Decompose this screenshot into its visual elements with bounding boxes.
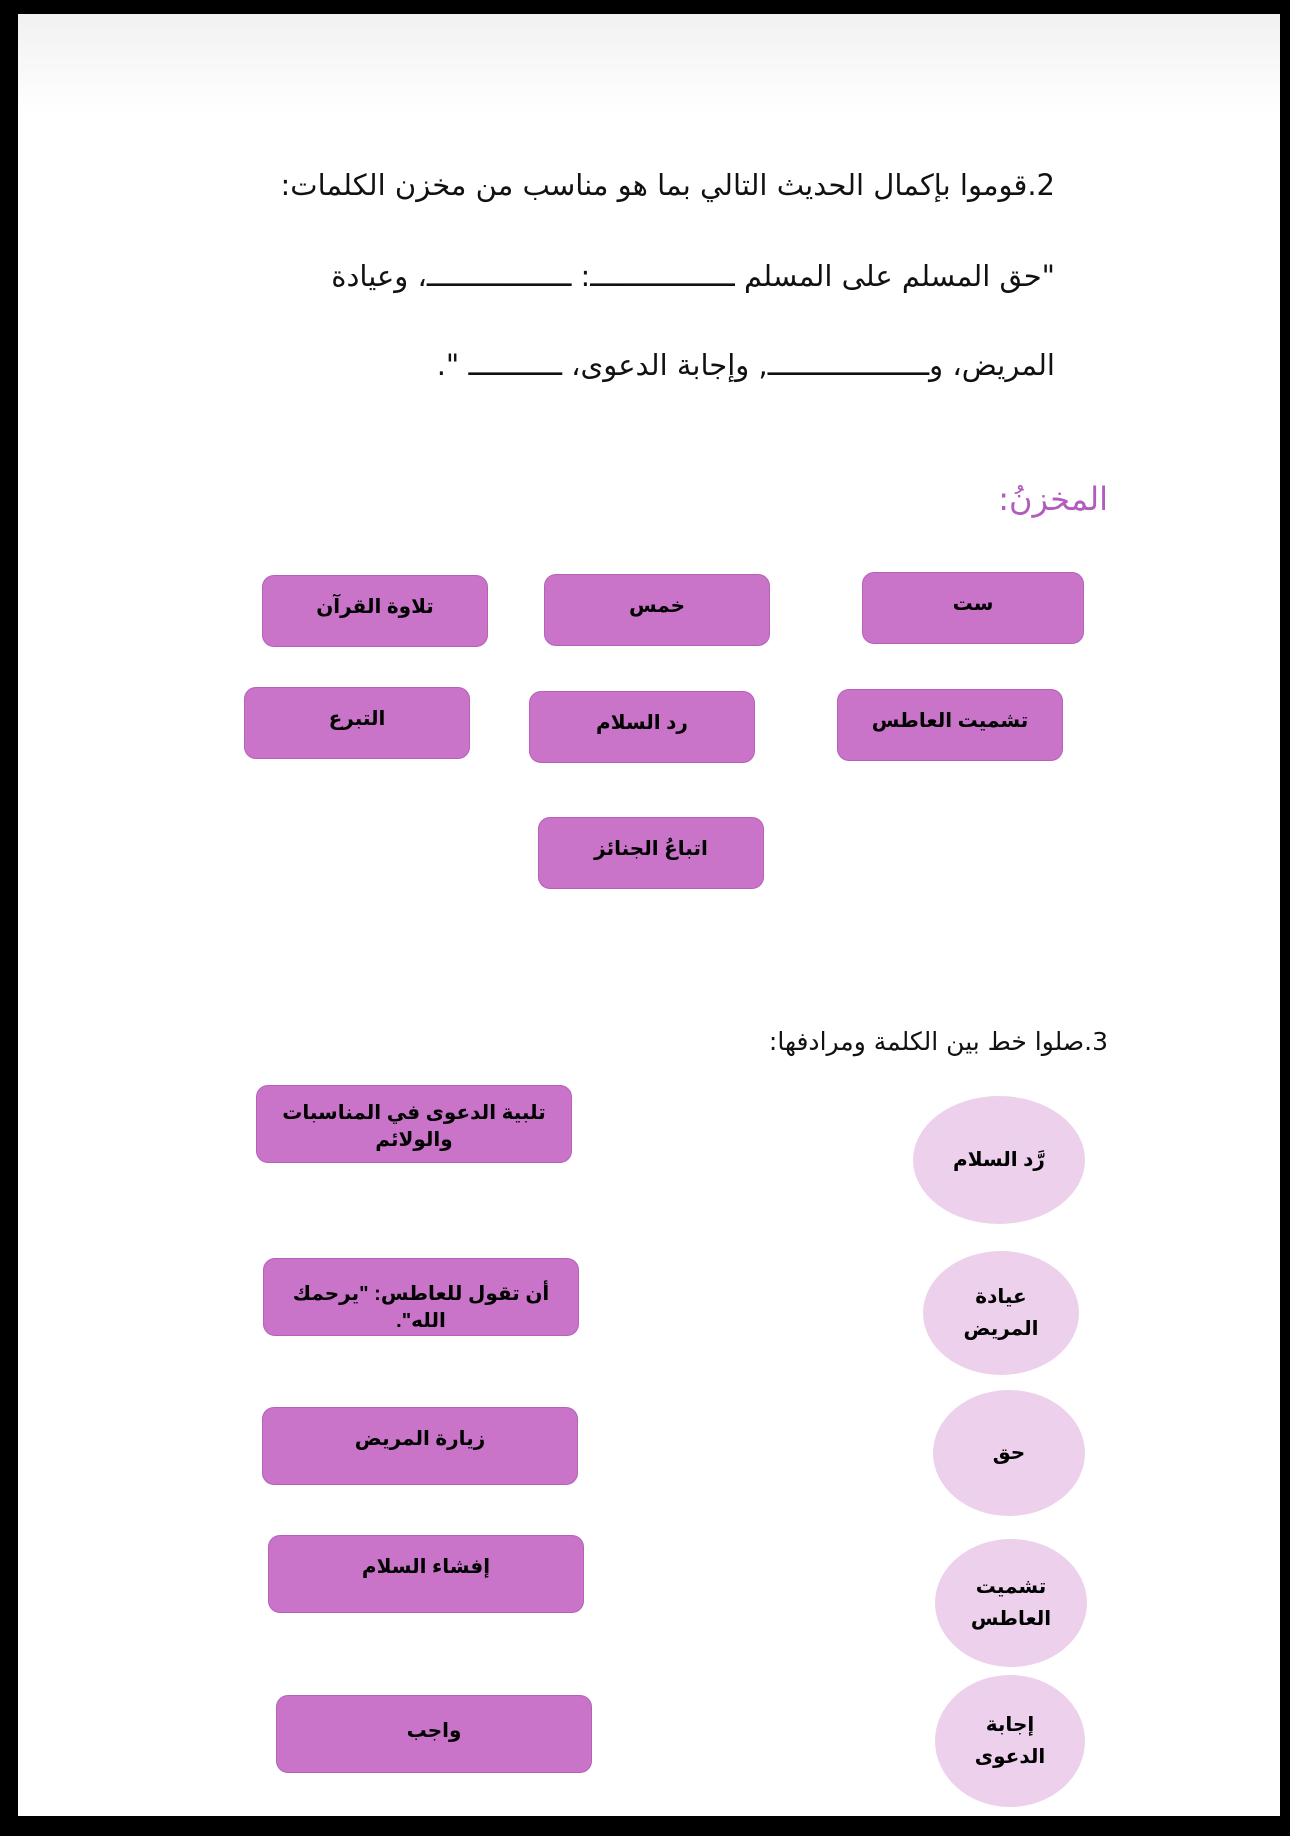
question3-title: 3.صلوا خط بين الكلمة ومرادفها: bbox=[768, 1027, 1108, 1056]
bank-word-tashmit[interactable]: تشميت العاطس bbox=[837, 689, 1063, 761]
match-word-visiting-sick[interactable]: عيادة المريض bbox=[923, 1251, 1079, 1375]
match-word-return-salam[interactable]: رَّد السلام bbox=[913, 1096, 1085, 1224]
bank-word-five[interactable]: خمس bbox=[544, 574, 770, 646]
match-word-tashmit[interactable]: تشميت العاطس bbox=[935, 1539, 1087, 1667]
bank-word-six[interactable]: ست bbox=[862, 572, 1084, 644]
match-meaning-obligation[interactable]: واجب bbox=[276, 1695, 592, 1773]
match-meaning-tashmit[interactable]: أن تقول للعاطس: "يرحمك الله". bbox=[263, 1258, 579, 1336]
question2-line2: المريض، وـــــــــــــــــــ, وإجابة الدعوى، ـــــــــــ ". bbox=[436, 348, 1055, 382]
question2-line1: "حق المسلم على المسلم ـــــــــــــــــ: ـــــــــــــــــ، وعيادة bbox=[331, 259, 1055, 293]
bank-word-return-salam[interactable]: رد السلام bbox=[529, 691, 755, 763]
question2-title: 2.قوموا بإكمال الحديث التالي بما هو مناسب من مخزن الكلمات: bbox=[280, 168, 1055, 202]
word-bank-title: المخزنُ: bbox=[998, 480, 1108, 518]
scan-shadow bbox=[18, 14, 1280, 114]
match-word-right[interactable]: حق bbox=[933, 1390, 1085, 1516]
match-meaning-visit-sick[interactable]: زيارة المريض bbox=[262, 1407, 578, 1485]
worksheet-page bbox=[18, 14, 1280, 1816]
match-meaning-invitation[interactable]: تلبية الدعوى في المناسبات والولائم bbox=[256, 1085, 572, 1163]
match-meaning-spread-salam[interactable]: إفشاء السلام bbox=[268, 1535, 584, 1613]
bank-word-donation[interactable]: التبرع bbox=[244, 687, 470, 759]
bank-word-funerals[interactable]: اتباعُ الجنائز bbox=[538, 817, 764, 889]
match-word-invitation[interactable]: إجابة الدعوى bbox=[935, 1675, 1085, 1807]
bank-word-quran-recitation[interactable]: تلاوة القرآن bbox=[262, 575, 488, 647]
